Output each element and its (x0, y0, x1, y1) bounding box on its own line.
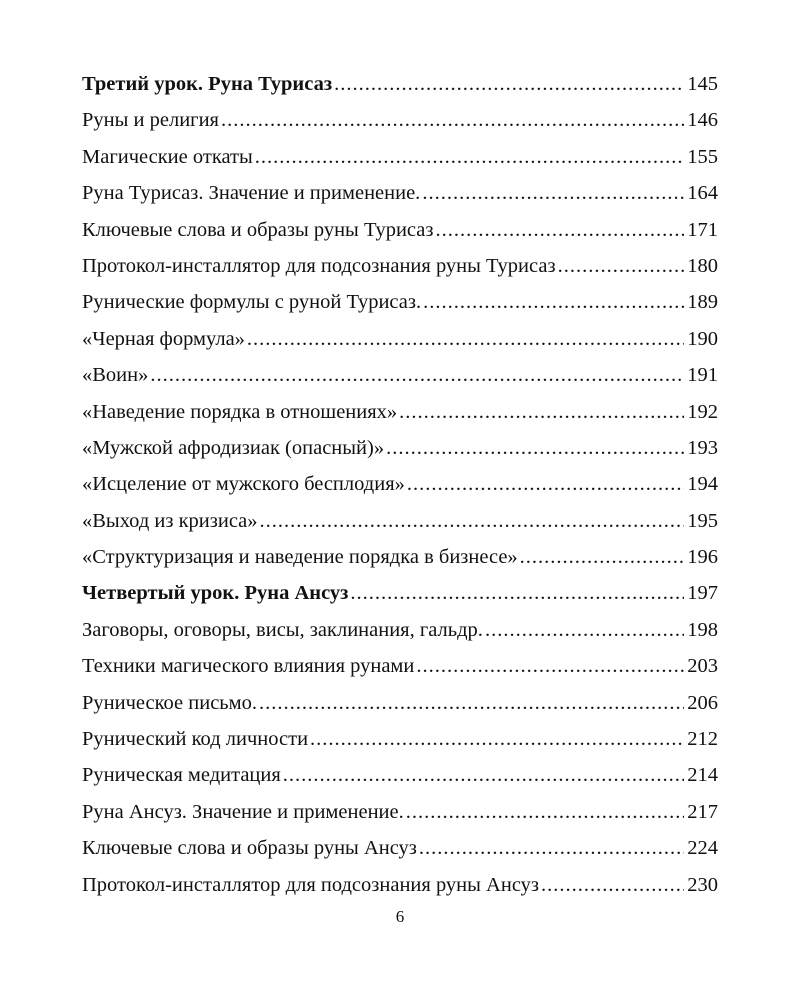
toc-entry-page: 180 (687, 254, 718, 277)
toc-entry-title: Руническое письмо. (82, 691, 257, 714)
toc-leader-dots (310, 721, 684, 757)
toc-leader-dots (520, 539, 685, 575)
toc-entry-title: «Воин» (82, 364, 149, 387)
toc-entry-title: «Структуризация и наведение порядка в бизнесе» (82, 546, 518, 569)
toc-leader-dots (407, 466, 684, 502)
toc-entry-page: 217 (687, 800, 718, 823)
toc-entry-page: 214 (687, 764, 718, 787)
toc-leader-dots (416, 648, 684, 684)
toc-leader-dots (150, 357, 684, 393)
toc-entry-title: Четвертый урок. Руна Ансуз (82, 582, 349, 605)
toc-entry (82, 539, 718, 575)
toc-entry-title: «Мужской афродизиак (опасный)» (82, 436, 385, 459)
toc-leader-dots (386, 430, 684, 466)
toc-leader-dots (422, 175, 684, 211)
toc-entry (82, 794, 718, 830)
toc-entry-title: Рунические формулы с руной Турисаз. (82, 291, 422, 314)
toc-leader-dots (334, 66, 684, 102)
toc-entry-title: Протокол-инсталлятор для подсознания руны Турисаз (82, 254, 556, 277)
toc-entry-title: Руна Ансуз. Значение и применение. (82, 800, 404, 823)
toc-leader-dots (221, 102, 684, 138)
toc-entry-page: 192 (687, 400, 718, 423)
toc-leader-dots (260, 503, 685, 539)
toc-leader-dots (247, 321, 684, 357)
toc-entry-page: 206 (687, 691, 718, 714)
toc-leader-dots (399, 394, 684, 430)
toc-entry-title: Техники магического влияния рунами (82, 655, 415, 678)
toc-entry (82, 394, 718, 430)
toc-entry (82, 757, 718, 793)
toc-entry (82, 139, 718, 175)
toc-entry-title: «Наведение порядка в отношениях» (82, 400, 398, 423)
toc-entry-title: Руническая медитация (82, 764, 281, 787)
toc-entry-page: 155 (687, 145, 718, 168)
toc-entry-title: Заговоры, оговоры, висы, заклинания, гальдр. (82, 618, 483, 641)
toc-entry (82, 685, 718, 721)
toc-entry-title: «Черная формула» (82, 327, 245, 350)
toc-entry (82, 284, 718, 320)
toc-leader-dots (423, 284, 684, 320)
toc-entry-page: 164 (687, 182, 718, 205)
toc-leader-dots (259, 685, 684, 721)
toc-leader-dots (283, 757, 684, 793)
toc-entry (82, 102, 718, 138)
toc-entry-page: 146 (687, 109, 718, 132)
toc-entry (82, 357, 718, 393)
toc-entry (82, 248, 718, 284)
toc-entry-page: 190 (687, 327, 718, 350)
table-of-contents (82, 66, 718, 903)
toc-entry-page: 203 (687, 655, 718, 678)
toc-entry-title: «Исцеление от мужского бесплодия» (82, 473, 405, 496)
toc-entry (82, 175, 718, 211)
toc-entry-page: 194 (687, 473, 718, 496)
toc-entry (82, 430, 718, 466)
toc-entry-title: «Выход из кризиса» (82, 509, 258, 532)
toc-entry-page: 212 (687, 728, 718, 751)
toc-leader-dots (255, 139, 684, 175)
toc-entry-title: Руны и религия (82, 109, 219, 132)
toc-entry-page: 191 (687, 364, 718, 387)
toc-entry (82, 867, 718, 903)
toc-entry-page: 171 (687, 218, 718, 241)
toc-entry-page: 224 (687, 837, 718, 860)
toc-entry-title: Третий урок. Руна Турисаз (82, 73, 333, 95)
toc-entry (82, 466, 718, 502)
toc-entry-page: 230 (687, 873, 718, 896)
toc-entry (82, 503, 718, 539)
page-number: 6 (395, 907, 405, 926)
toc-entry (82, 721, 718, 757)
toc-leader-dots (541, 867, 684, 903)
toc-leader-dots (485, 612, 684, 648)
toc-entry-title: Ключевые слова и образы руны Турисаз (82, 218, 434, 241)
toc-entry-title: Руна Турисаз. Значение и применение. (82, 182, 421, 205)
toc-entry-page: 198 (687, 618, 718, 641)
toc-entry-title: Рунический код личности (82, 728, 309, 751)
toc-entry (82, 612, 718, 648)
toc-entry-title: Магические откаты (82, 145, 253, 168)
toc-entry-page: 145 (687, 73, 718, 95)
toc-entry-title: Протокол-инсталлятор для подсознания руны Ансуз (82, 873, 539, 896)
toc-entry-page: 196 (687, 546, 718, 569)
toc-entry (82, 212, 718, 248)
toc-leader-dots (435, 212, 684, 248)
toc-entry-title: Ключевые слова и образы руны Ансуз (82, 837, 417, 860)
toc-leader-dots (419, 830, 684, 866)
toc-entry (82, 66, 718, 102)
toc-entry (82, 830, 718, 866)
toc-entry (82, 648, 718, 684)
toc-entry-page: 195 (687, 509, 718, 532)
toc-leader-dots (350, 575, 684, 611)
toc-entry (82, 575, 718, 611)
toc-leader-dots (406, 794, 685, 830)
toc-entry (82, 321, 718, 357)
toc-entry-page: 197 (687, 582, 718, 605)
toc-entry-page: 189 (687, 291, 718, 314)
toc-entry-page: 193 (687, 436, 718, 459)
toc-leader-dots (558, 248, 685, 284)
